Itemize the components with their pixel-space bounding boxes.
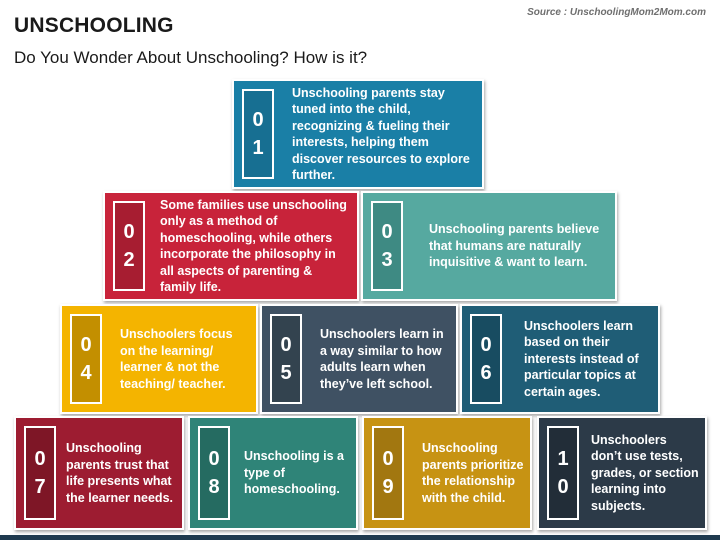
source-credit: Source : UnschoolingMom2Mom.com	[527, 7, 706, 18]
card-number-digit: 5	[280, 362, 292, 384]
card-number-digit: 2	[123, 249, 135, 271]
card-number-digit: 0	[208, 448, 220, 470]
card-number	[270, 314, 302, 404]
card-number-digit: 0	[80, 334, 92, 356]
card-number	[470, 314, 502, 404]
card-text: Unschoolers don’t use tests, grades, or section learning into subjects.	[591, 432, 699, 513]
card-number-digit: 3	[381, 249, 393, 271]
card-text: Unschooling parents trust that life presents what the learner needs.	[66, 441, 173, 505]
card-number-digit: 1	[557, 448, 569, 470]
card-number-digit: 0	[34, 448, 46, 470]
card-07	[14, 416, 184, 530]
page-subtitle: Do You Wonder About Unschooling? How is it?	[14, 48, 368, 67]
card-number	[198, 426, 230, 520]
card-number-digit: 4	[80, 362, 92, 384]
card-05	[260, 304, 458, 414]
card-number-digit: 9	[382, 476, 394, 498]
card-number-digit: 0	[480, 334, 492, 356]
card-text: Unschooling parents believe that humans are naturally inquisitive & want to learn.	[429, 222, 600, 270]
card-text: Unschoolers learn based on their interests instead of particular topics at certain ages.	[524, 318, 639, 399]
card-number-digit: 7	[34, 476, 46, 498]
card-number-digit: 0	[280, 334, 292, 356]
card-text: Unschoolers learn in a way similar to how adults learn when they’ve left school.	[320, 327, 444, 391]
card-text: Some families use unschooling only as a method of homeschooling, while others incorporate the philosophy in all aspects of parenting & family life.	[160, 197, 347, 294]
card-number	[24, 426, 56, 520]
card-01	[232, 79, 484, 189]
card-09	[362, 416, 532, 530]
card-number	[242, 89, 274, 179]
card-number-digit: 0	[381, 221, 393, 243]
card-text: Unschooling parents stay tuned into the child, recognizing & fueling their interests, helping them discover resources to explore further.	[292, 85, 470, 182]
card-number	[547, 426, 579, 520]
card-number-digit: 8	[208, 476, 220, 498]
card-08	[188, 416, 358, 530]
card-text: Unschooling parents prioritize the relationship with the child.	[422, 441, 524, 505]
card-text: Unschoolers focus on the learning/ learner & not the teaching/ teacher.	[120, 327, 233, 391]
card-04	[60, 304, 258, 414]
card-number-digit: 1	[252, 137, 264, 159]
card-10	[537, 416, 707, 530]
card-number	[70, 314, 102, 404]
card-02	[103, 191, 359, 301]
card-number	[372, 426, 404, 520]
bottom-bar	[0, 535, 720, 540]
card-number-digit: 6	[480, 362, 492, 384]
card-number-digit: 0	[382, 448, 394, 470]
card-text: Unschooling is a type of homeschooling.	[244, 449, 345, 497]
page-title: UNSCHOOLING	[14, 14, 174, 37]
card-number-digit: 0	[252, 109, 264, 131]
card-number-digit: 0	[123, 221, 135, 243]
card-number-digit: 0	[557, 476, 569, 498]
card-06	[460, 304, 660, 414]
card-number	[371, 201, 403, 291]
card-number	[113, 201, 145, 291]
card-03	[361, 191, 617, 301]
